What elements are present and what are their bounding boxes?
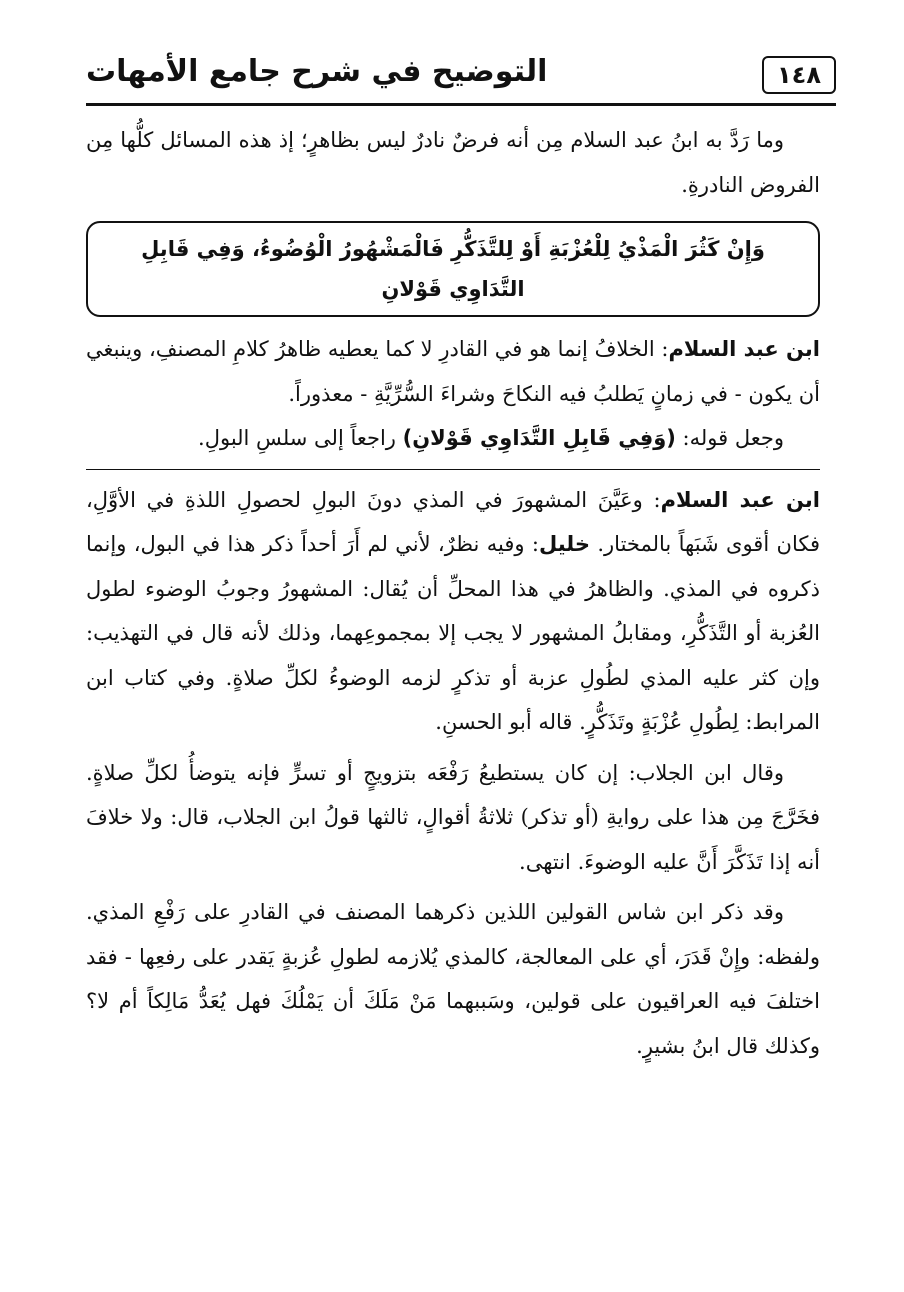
paragraph-2 (86, 327, 820, 416)
speaker-ibn-abd-al-salam-2: ابن عبد السلام (660, 487, 820, 512)
paragraph-4-text-2: : وفيه نظرٌ، لأني لم أَرَ أحداً ذكر هذا في البول، وإنما ذكروه في المذي. والظاهرُ في هذا المحلِّ أن يُقال: المشهورُ وجوبُ الوضوء لطول العُزبة أو التَّذَكُّرِ، ومقابلُ المشهور لا يجب إلا بمجموعِهما، وذلك لأنه قال في التهذيب: وإن كثر عليه المذي لطُولِ عزبة أو تذكرٍ لزمه الوضوءُ لكلِّ صلاةٍ. وفي كتاب ابن المرابط: لِطُولِ عُزْبَةٍ وتَذَكُّرٍ. قاله أبو الحسنِ. (86, 532, 820, 734)
paragraph-4 (86, 478, 820, 745)
paragraph-4-text-1: : وعَيَّنَ المشهورَ في المذي دونَ البولِ لحصولِ اللذةِ في الأوَّلِ، فكان أقوى شَبَهاً بالمختار. (86, 487, 820, 556)
page-header (86, 52, 836, 106)
section-divider (86, 469, 820, 470)
paragraph-3-lead: وجعل قوله: (675, 426, 784, 450)
page-number: ١٤٨ (762, 56, 836, 94)
speaker-khalil: خليل (538, 532, 590, 556)
header-rule (86, 103, 836, 106)
paragraph-5: وقال ابن الجلاب: إن كان يستطيعُ رَفْعَه بتزويجٍ أو تسرٍّ فإنه يتوضأُ لكلِّ صلاةٍ. فخَرَّجَ مِن هذا على روايةِ (أو تذكر) ثلاثةُ أقوالٍ، ثالثها قولُ ابن الجلاب، قال: ولا خلافَ أنه إذا تَذَكَّرَ أَنَّ عليه الوضوءَ. انتهى. (86, 760, 820, 874)
paragraph-2-text: : الخلافُ إنما هو في القادرِ لا كما يعطيه ظاهرُ كلامِ المصنفِ، وينبغي أن يكون - في زمانٍ يَطلبُ فيه النكاحَ وشراءَ السُّرِّيَّةِ - معذوراً. (86, 337, 820, 406)
paragraph-3-quote: (وَفِي قَابِلِ التَّدَاوِي قَوْلانِ) (402, 426, 676, 450)
page-body (86, 118, 820, 1068)
paragraph-3 (86, 416, 820, 461)
book-title: التوضيح في شرح جامع الأمهات (86, 54, 548, 89)
paragraph-3-tail: راجعاً إلى سلسِ البولِ. (198, 426, 403, 450)
matn-box: وَإِنْ كَثُرَ الْمَذْيُ لِلْعُزْبَةِ أَوْ لِلتَّذَكُّرِ فَالْمَشْهُورُ الْوُضُوءُ، وَفِي قَابِلِ التَّدَاوِي قَوْلانِ (86, 221, 820, 317)
speaker-ibn-abd-al-salam: ابن عبد السلام (668, 337, 820, 361)
paragraph-1: وما رَدَّ به ابنُ عبد السلام مِن أنه فرضٌ نادرٌ ليس بظاهرٍ؛ إذ هذه المسائل كلُّها مِن الفروض النادرةِ. (86, 128, 820, 197)
paragraph-6: وقد ذكر ابن شاس القولين اللذين ذكرهما المصنف في القادرِ على رَفْعِ المذي. ولفظه: وإِنْ قَدَرَ، أي على المعالجة، كالمذي يُلازمه لطولِ عُزبةٍ يَقدر على رفعِها - فقد اختلفَ فيه العراقيون على قولين، وسَببهما مَنْ مَلَكَ أن يَمْلُكَ فهل يُعَدُّ مَالِكاً أم لا؟ وكذلك قال ابنُ بشيرٍ. (86, 900, 820, 1058)
